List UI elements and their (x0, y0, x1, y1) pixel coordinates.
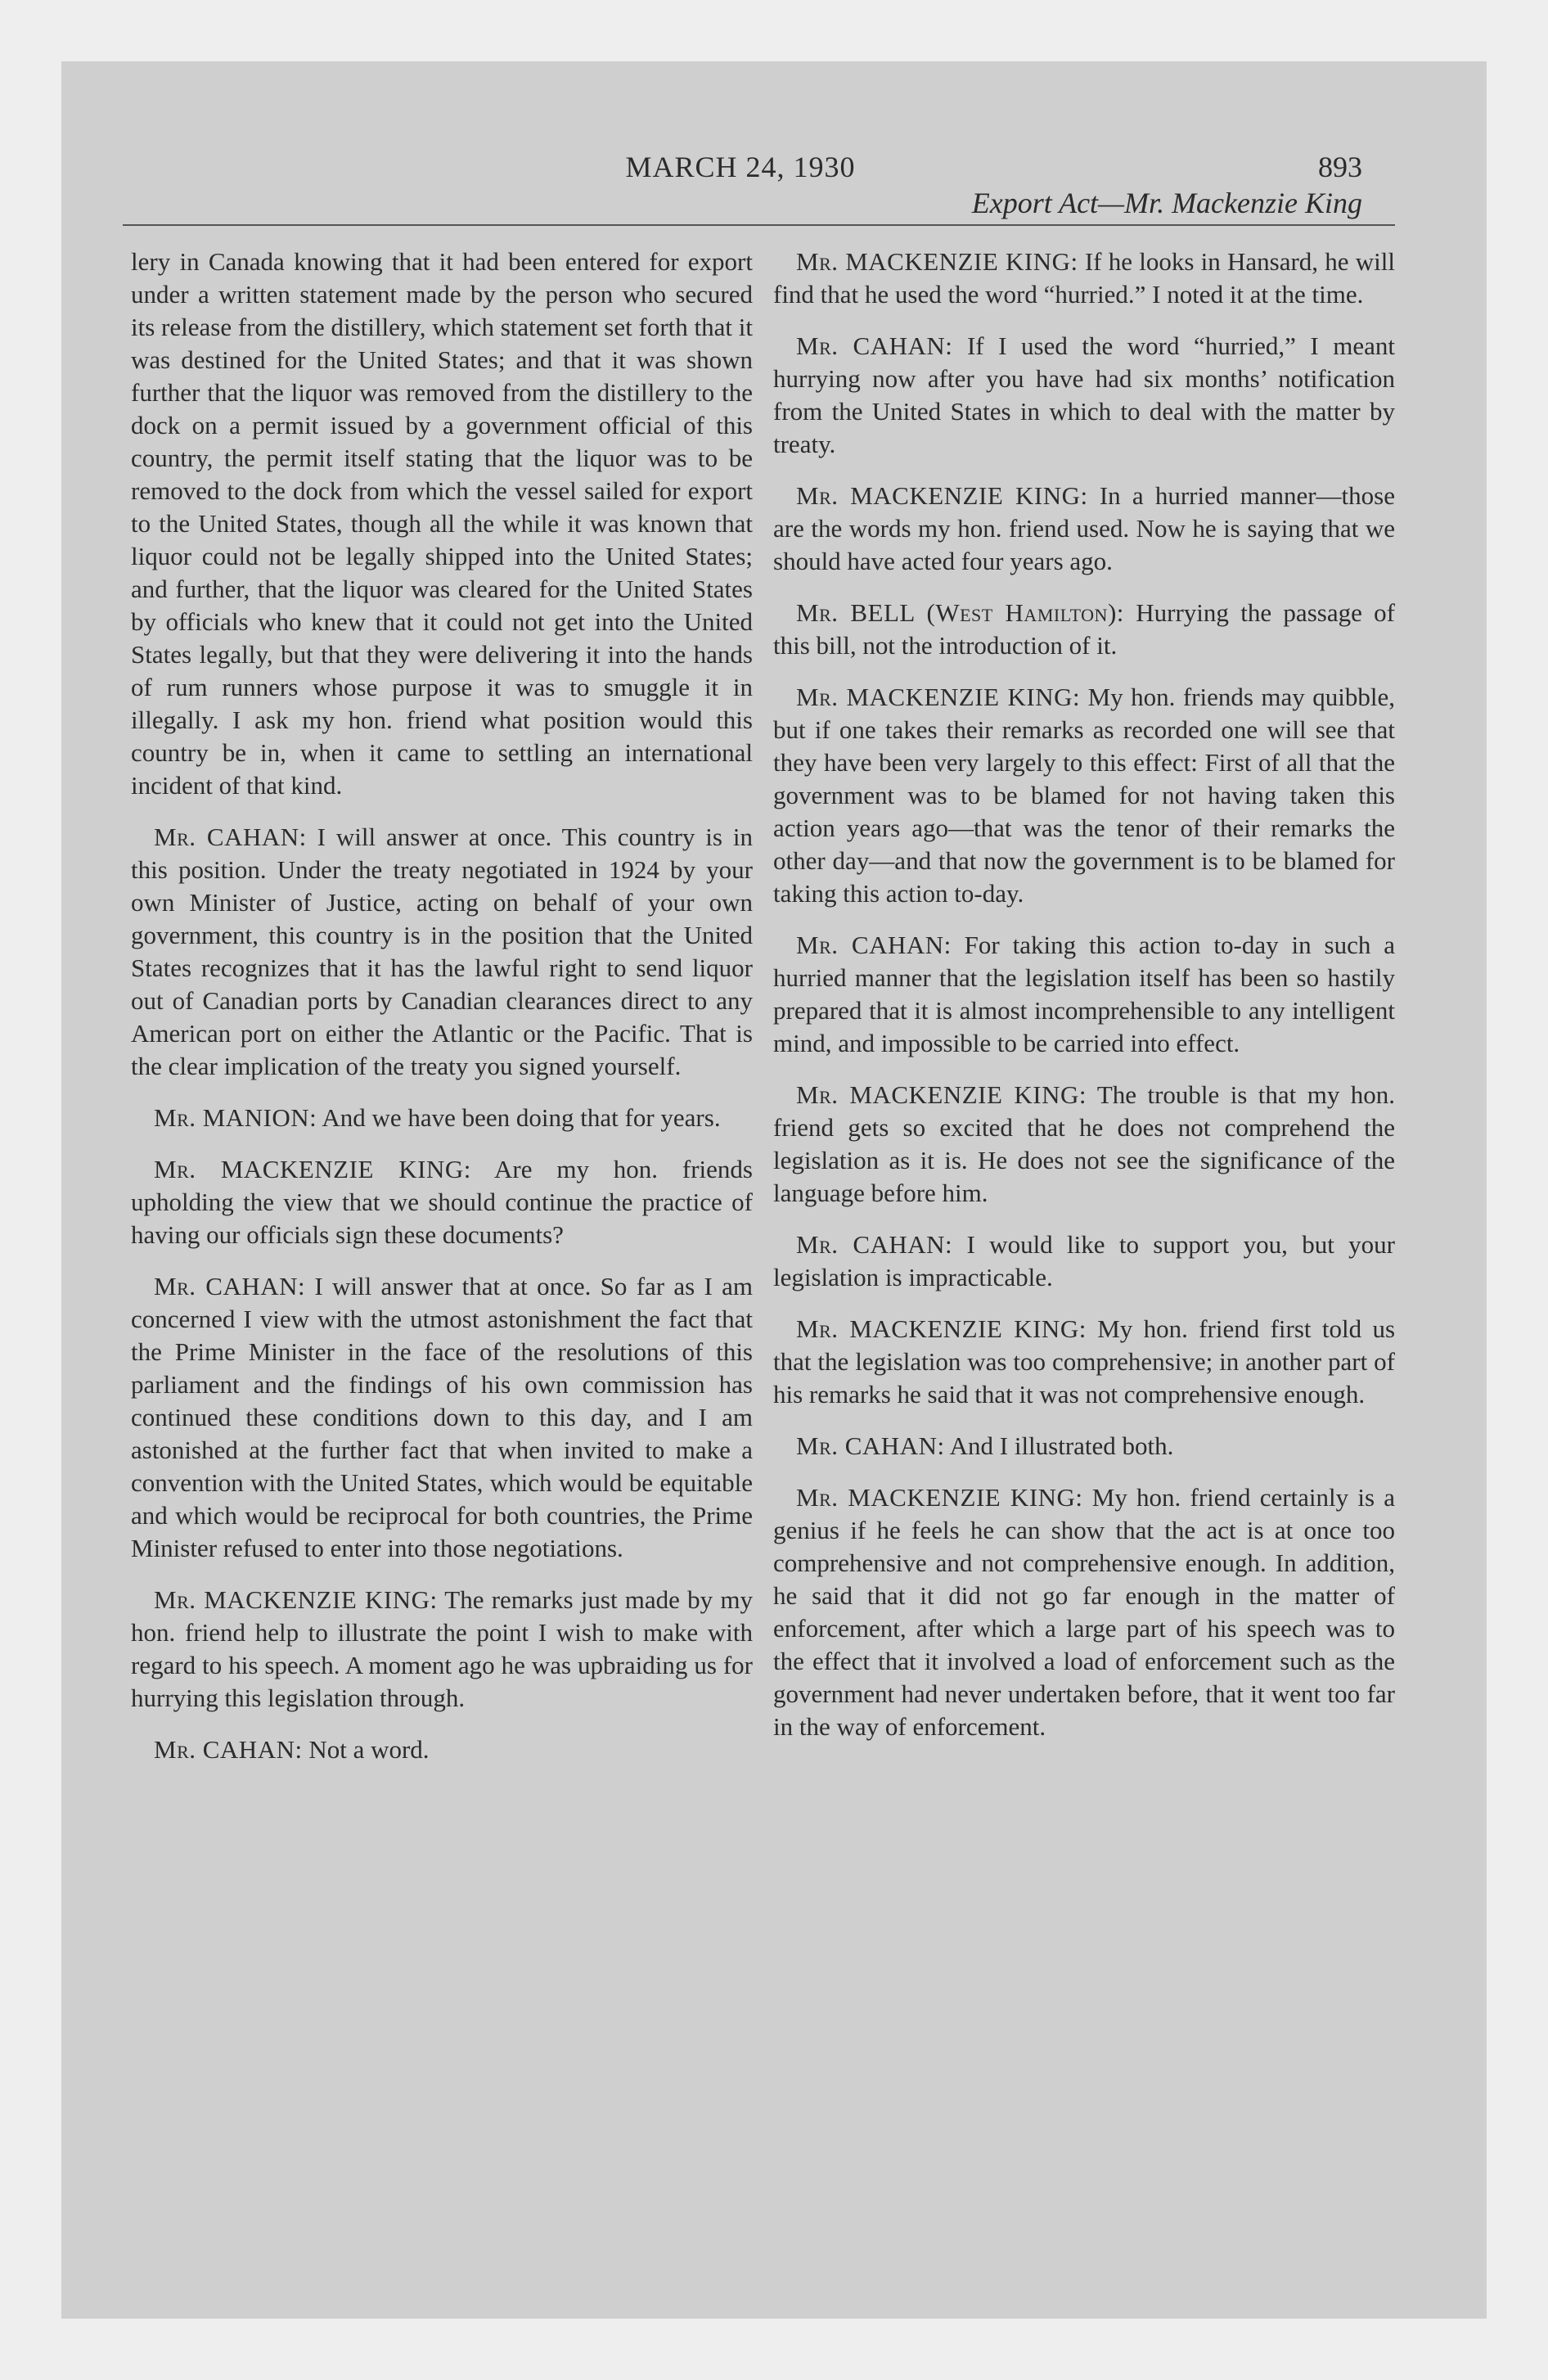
paragraph-text: I would like to support you, but your legislation is impracticable. (773, 1230, 1396, 1291)
speaker-name: Mr. CAHAN: (796, 1230, 953, 1259)
speaker-name: Mr. MACKENZIE KING: (796, 1314, 1087, 1343)
speaker-name: Mr. CAHAN: (796, 1431, 945, 1460)
speaker-name: Mr. BELL (West Hamilton): (796, 598, 1124, 627)
paragraph (131, 1733, 753, 1766)
header-date: MARCH 24, 1930 (625, 151, 856, 183)
paragraph-text: If he looks in Hansard, he will find that he used the word “hurried.” I noted it at the time. (773, 247, 1396, 309)
speaker-name: Mr. MACKENZIE KING: (154, 1585, 438, 1614)
paragraph-text: The trouble is that my hon. friend gets so excited that he does not comprehend the legislation as it is. He does not see the significance of the language before him. (773, 1080, 1395, 1207)
paragraph-text: For taking this action to-day in such a hurried manner that the legislation itself has been so hastily prepared that it is almost incomprehensible to any intelligent mind, and impossible to be carried into effect. (773, 931, 1396, 1057)
page-number: 893 (1318, 151, 1362, 183)
paragraph (131, 1153, 753, 1251)
paragraph (773, 597, 1395, 662)
paragraph-text: And we have been doing that for years. (322, 1103, 721, 1132)
paragraph (131, 1584, 753, 1715)
paragraph (773, 1079, 1395, 1210)
paragraph-text: Are my hon. friends upholding the view that we should continue the practice of having our officials sign these documents? (131, 1155, 753, 1249)
paragraph-text: I will answer at once. This country is in this position. Under the treaty negotiated in 1924 by your own Minister of Justice, acting on behalf of your own government, this country is in the position that the United States recognizes that it has the lawful right to send liquor out of Canadian ports by Canadian clearances direct to any American port on either the Atlantic or the Pacific. That is the clear implication of the treaty you signed yourself. (131, 823, 754, 1080)
paragraph (773, 1228, 1395, 1294)
speaker-name: Mr. MANION: (154, 1103, 317, 1132)
scanned-page (61, 61, 1487, 2319)
running-head: Export Act—Mr. Mackenzie King (971, 187, 1362, 219)
paragraph (773, 681, 1395, 910)
paragraph (773, 1430, 1395, 1463)
paragraph (773, 1313, 1395, 1411)
paragraph (131, 1102, 753, 1134)
speaker-name: Mr. MACKENZIE KING: (154, 1155, 471, 1183)
paragraph-text: In a hurried manner—those are the words my hon. friend used. Now he is saying that we should have acted four years ago. (773, 481, 1395, 575)
speaker-name: Mr. CAHAN: (154, 1272, 306, 1300)
paragraph-text: lery in Canada knowing that it had been entered for export under a written statement made by the person who secured its release from the distillery, which statement set forth that it was destined for the United States; and that it was shown further that the liquor was removed from the distillery to the dock on a permit issued by a government official of this country, the permit itself stating that the liquor was to be removed to the dock from which the vessel sailed for export to the United States, though all the while it was known that liquor could not be legally shipped into the United States; and further, that the liquor was cleared for the United States by officials who knew that it could not get into the United States legally, but that they were delivering it into the hands of rum runners whose purpose it was to smuggle it in illegally. I ask my hon. friend what position would this country be in, when it came to settling an international incident of that kind. (131, 247, 753, 800)
paragraph (131, 821, 753, 1083)
speaker-name: Mr. MACKENZIE KING: (796, 247, 1078, 276)
paragraph (773, 330, 1395, 461)
speaker-name: Mr. CAHAN: (796, 931, 952, 959)
speaker-name: Mr. CAHAN: (796, 331, 953, 360)
right-column (773, 246, 1395, 1762)
paragraph-text: The remarks just made by my hon. friend help to illustrate the point I wish to make with regard to his speech. A moment ago he was upbraiding us for hurrying this legislation through. (131, 1585, 753, 1712)
speaker-name: Mr. CAHAN: (154, 823, 307, 851)
paragraph-text: Hurrying the passage of this bill, not the introduction of it. (773, 598, 1396, 660)
header-rule (123, 224, 1395, 226)
paragraph-text: I will answer that at once. So far as I am concerned I view with the utmost astonishment the fact that the Prime Minister in the face of the resolutions of this parliament and the findings of his own commission has continued these conditions down to this day, and I am astonished at the further fact that when invited to make a convention with the United States, which would be equitable and which would be reciprocal for both countries, the Prime Minister refused to enter into those negotiations. (131, 1272, 753, 1562)
paragraph (131, 1270, 753, 1565)
speaker-name: Mr. MACKENZIE KING: (796, 683, 1081, 711)
paragraph-text: My hon. friends may quibble, but if one takes their remarks as recorded one will see that they have been very largely to this effect: First of all that the government was to be blamed for not having taken this action years ago—that was the tenor of their remarks the other day—and that now the government is to be blamed for taking this action to-day. (773, 683, 1396, 908)
paragraph-text: And I illustrated both. (949, 1431, 1174, 1460)
paragraph (773, 1481, 1395, 1743)
speaker-name: Mr. MACKENZIE KING: (796, 481, 1088, 510)
speaker-name: Mr. MACKENZIE KING: (796, 1080, 1087, 1109)
speaker-name: Mr. MACKENZIE KING: (796, 1483, 1083, 1512)
paragraph-text: My hon. friend certainly is a genius if he feels he can show that the act is at once too comprehensive and not comprehensive enough. In addition, he said that it did not go far enough in the matter of enforcement, after which a large part of his speech was to the effect that it involved a load of enforcement such as the government had never undertaken before, that it went too far in the way of enforcement. (773, 1483, 1396, 1741)
paragraph (131, 246, 753, 802)
page-sheet (61, 61, 1487, 2319)
paragraph-text: If I used the word “hurried,” I meant hurrying now after you have had six months’ notification from the United States in which to deal with the matter by treaty. (773, 331, 1396, 458)
paragraph-text: My hon. friend first told us that the legislation was too comprehensive; in another part of his remarks he said that it was not comprehensive enough. (773, 1314, 1396, 1409)
speaker-name: Mr. CAHAN: (154, 1735, 303, 1764)
paragraph (773, 929, 1395, 1060)
paragraph (773, 246, 1395, 311)
paragraph-text: Not a word. (308, 1735, 430, 1764)
left-column (131, 246, 753, 1785)
paragraph (773, 480, 1395, 578)
